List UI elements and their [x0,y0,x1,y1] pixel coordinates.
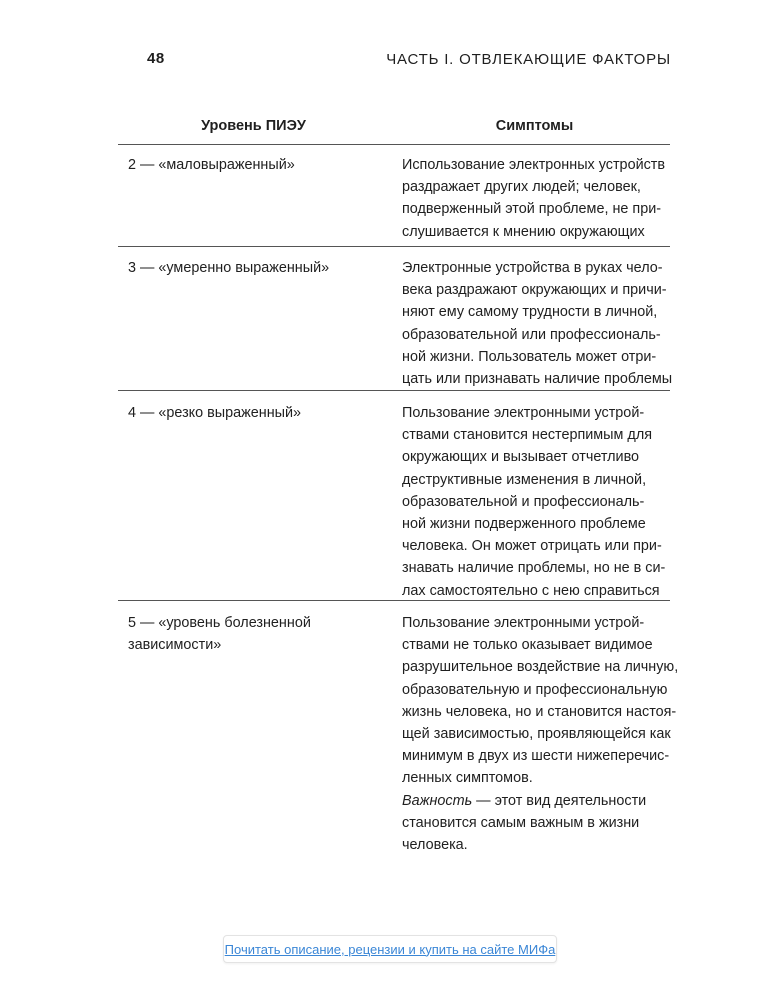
symptom-line: Пользование электронными устрой- [402,615,645,631]
symptom-line: жизнь человека, но и становится настоя- [402,703,677,720]
symptom-line: Электронные устройства в руках чело- [402,260,663,276]
level-text: 5 — «уровень болезненной [128,615,311,631]
symptom-line: деструктивные изменения в личной, [402,471,647,488]
level-text: 3 — «умеренно выраженный» [128,260,330,276]
symptoms-cell [402,612,679,854]
symptom-line: ной жизни. Пользователь может отри- [402,348,657,365]
level-text: 2 — «маловыраженный» [128,157,295,173]
emphasis-term: Важность [402,792,473,809]
level-cell [118,612,402,851]
symptom-line: человека. [402,837,468,854]
symptom-line: окружающих и вызывает отчетливо [402,449,640,466]
symptoms-cell [402,154,670,246]
table-row [118,247,673,391]
symptom-line: человека. Он может отрицать или при- [402,538,662,555]
symptom-line: ствами становится нестерпимым для [402,427,653,444]
symptom-line: няют ему самому трудности в личной, [402,304,658,321]
page-number: 48 [147,50,165,67]
column-header-symptoms: Симптомы [495,118,574,134]
symptoms-cell [402,402,670,600]
level-text: зависимости» [128,637,222,654]
symptom-line: щей зависимостью, проявляющейся как [402,726,671,743]
level-text: 4 — «резко выраженный» [128,405,302,421]
symptom-line: образовательную и профессиональную [402,681,668,698]
symptom-line: знавать наличие проблемы, но не в си- [402,560,666,577]
symptom-line: разрушительное воздействие на личную, [402,659,679,676]
symptom-line: подверженный этой проблеме, не при- [402,201,662,218]
symptom-line: ствами не только оказывает видимое [402,637,653,654]
level-cell [118,154,402,246]
symptom-table [118,118,679,854]
symptom-line: ной жизни подверженного проблеме [402,516,646,533]
symptom-line: ленных симптомов. [402,770,533,787]
symptom-line: Использование электронных устройств [402,157,666,173]
symptom-line: цать или признавать наличие проблемы [402,371,673,388]
symptom-line: раздражает других людей; человек, [402,179,641,196]
table-row [118,145,670,247]
symptom-line: лах самостоятельно с нею справиться [402,582,660,599]
emphasis-rest: — этот вид деятельности [472,792,647,809]
symptom-line: слушивается к мнению окружающих [402,223,645,240]
level-cell [118,257,402,390]
symptom-line: становится самым важным в жизни [402,814,640,831]
table-row [118,391,670,601]
level-cell [118,402,402,600]
symptom-line: образовательной и профессиональ- [402,493,645,510]
table-header [118,118,670,145]
symptom-line: Пользование электронными устрой- [402,405,645,421]
table-row [118,601,679,854]
running-head: ЧАСТЬ I. ОТВЛЕКАЮЩИЕ ФАКТОРЫ [386,51,671,68]
symptoms-cell [402,257,673,390]
symptom-line: минимум в двух из шести нижеперечис- [402,748,670,765]
column-header-level: Уровень ПИЭУ [201,118,306,134]
symptom-line [402,790,670,812]
symptom-line: образовательной или профессиональ- [402,326,661,343]
shop-link[interactable]: Почитать описание, рецензии и купить на сайте МИФа [223,935,557,963]
symptom-line: века раздражают окружающих и причи- [402,282,667,299]
